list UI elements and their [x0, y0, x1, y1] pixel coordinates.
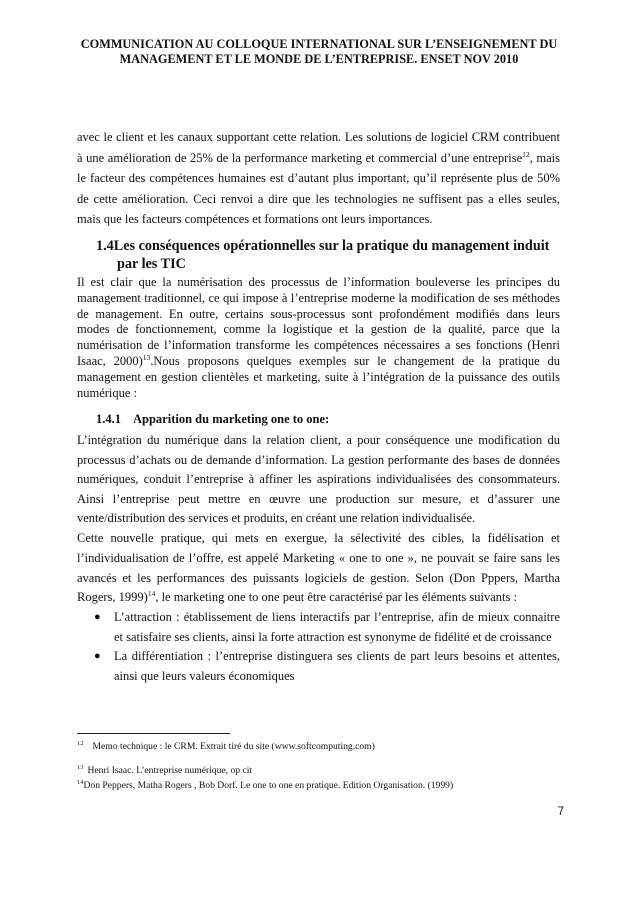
footnote-number: 14 — [77, 779, 84, 786]
paragraph-text: avec le client et les canaux supportant cette relation. Les solutions de logiciel CRM contribuent à une amélioration de 25% de la performance marketing et commercial d’une entreprise — [77, 130, 560, 165]
paragraph-text: , le marketing one to one peut être caractérisé par les éléments suivants : — [155, 590, 517, 605]
footnote-12 — [77, 741, 567, 753]
paragraph-digital-integration: L’intégration du numérique dans la relation client, a pour conséquence une modification du processus d’achats ou de demande d’information. La gestion performante des bases de données numériques, conduit l’entreprise à affiner les aspirations individualisées des consommateurs. Ainsi l’entreprise peut mettre en œuvre une production sur mesure, et d’assurer une vente/distribution des services et produits, en créant une relation individualisée. — [77, 433, 560, 526]
footnote-13 — [77, 765, 567, 777]
section-heading-line-1: 1.4Les conséquences opérationnelles sur la pratique du management induit — [96, 238, 550, 254]
paragraph-digitization — [77, 275, 560, 401]
footnote-text: Memo technique : le CRM. Extrait tiré du site (www.softcomputing.com) — [92, 741, 375, 752]
footnote-14 — [77, 780, 567, 792]
bullet-list — [77, 608, 560, 686]
bullet-icon: ● — [94, 611, 101, 623]
section-heading-line-2: par les TIC — [117, 256, 186, 272]
paragraph-text: .Nous proposons quelques exemples sur le changement de la pratique du management en gestion clientèles et marketing, suite à l’intégration de la puissance des outils numérique : — [77, 353, 560, 400]
list-item-text: La différentiation : l’entreprise distinguera ses clients de part leurs besoins et attentes, ainsi que leurs valeurs économiques — [114, 649, 560, 683]
footnote-ref-14[interactable]: 14 — [147, 589, 156, 599]
footnote-separator — [77, 733, 230, 734]
footnote-number: 12 — [77, 740, 84, 747]
list-item — [77, 608, 560, 647]
paragraph-text: Cette nouvelle pratique, qui mets en exergue, la sélectivité des cibles, la fidélisation et l’individualisation de l’offre, est appelé Marketing « one to one », ne pouvait se faire sans les avancés et les performances des puissants logiciels de gestion. Selon (Don Pppers, Martha Rogers, 1999) — [77, 531, 560, 605]
subsection-title: Apparition du marketing one to one: — [133, 412, 330, 426]
running-header — [78, 37, 560, 67]
header-line-2: MANAGEMENT ET LE MONDE DE L’ENTREPRISE. ENSET NOV 2010 — [119, 52, 519, 66]
footnote-number: 13 — [77, 764, 84, 771]
list-item-text: L’attraction : établissement de liens interactifs par l’entreprise, afin de mieux connaitre et satisfaire ses clients, ainsi la forte attraction est synonyme de fidélité et de croissance — [114, 610, 560, 644]
footnote-ref-13[interactable]: 13 — [142, 352, 151, 362]
bullet-icon: ● — [94, 650, 101, 663]
page-number: 7 — [557, 806, 564, 818]
header-line-1: COMMUNICATION AU COLLOQUE INTERNATIONAL SUR L’ENSEIGNEMENT DU — [80, 37, 558, 51]
list-item — [77, 647, 560, 686]
paragraph-crm-solutions — [77, 127, 560, 230]
subsection-number: 1.4.1 — [96, 412, 121, 426]
section-heading — [96, 237, 566, 273]
paragraph-text: , mais le facteur des compétences humaines est d’autant plus important, qu’il représente plus de 50% de cette amélioration. Ceci renvoi a dire que les technologies ne suffisent pas a elles seules, mais que les facteurs compétences et formations ont leurs importances. — [77, 150, 560, 227]
paragraph-one-to-one — [77, 529, 560, 608]
footnote-text: Henri Isaac. L’entreprise numérique, op cit — [87, 765, 253, 776]
footnote-ref-12[interactable]: 12 — [522, 149, 530, 159]
paragraph-text: Il est clair que la numérisation des processus de l’information bouleverse les principes du management traditionnel, ce qui impose à l’entreprise moderne la modification de ses méthodes de management. En outre, certains sous-processus sont profondément modifiés dans leurs modes de fonctionnement, comme la logistique et la gestion de la qualité, parce que la numérisation de l’information transforme les compétences nécessaires a ses fonctions (Henri Isaac, 2000) — [77, 275, 560, 368]
footnote-text: Don Peppers, Matha Rogers , Bob Dorf. Le one to one en pratique. Edition Organisation. (1999) — [83, 780, 454, 791]
subsection-heading — [96, 411, 329, 427]
